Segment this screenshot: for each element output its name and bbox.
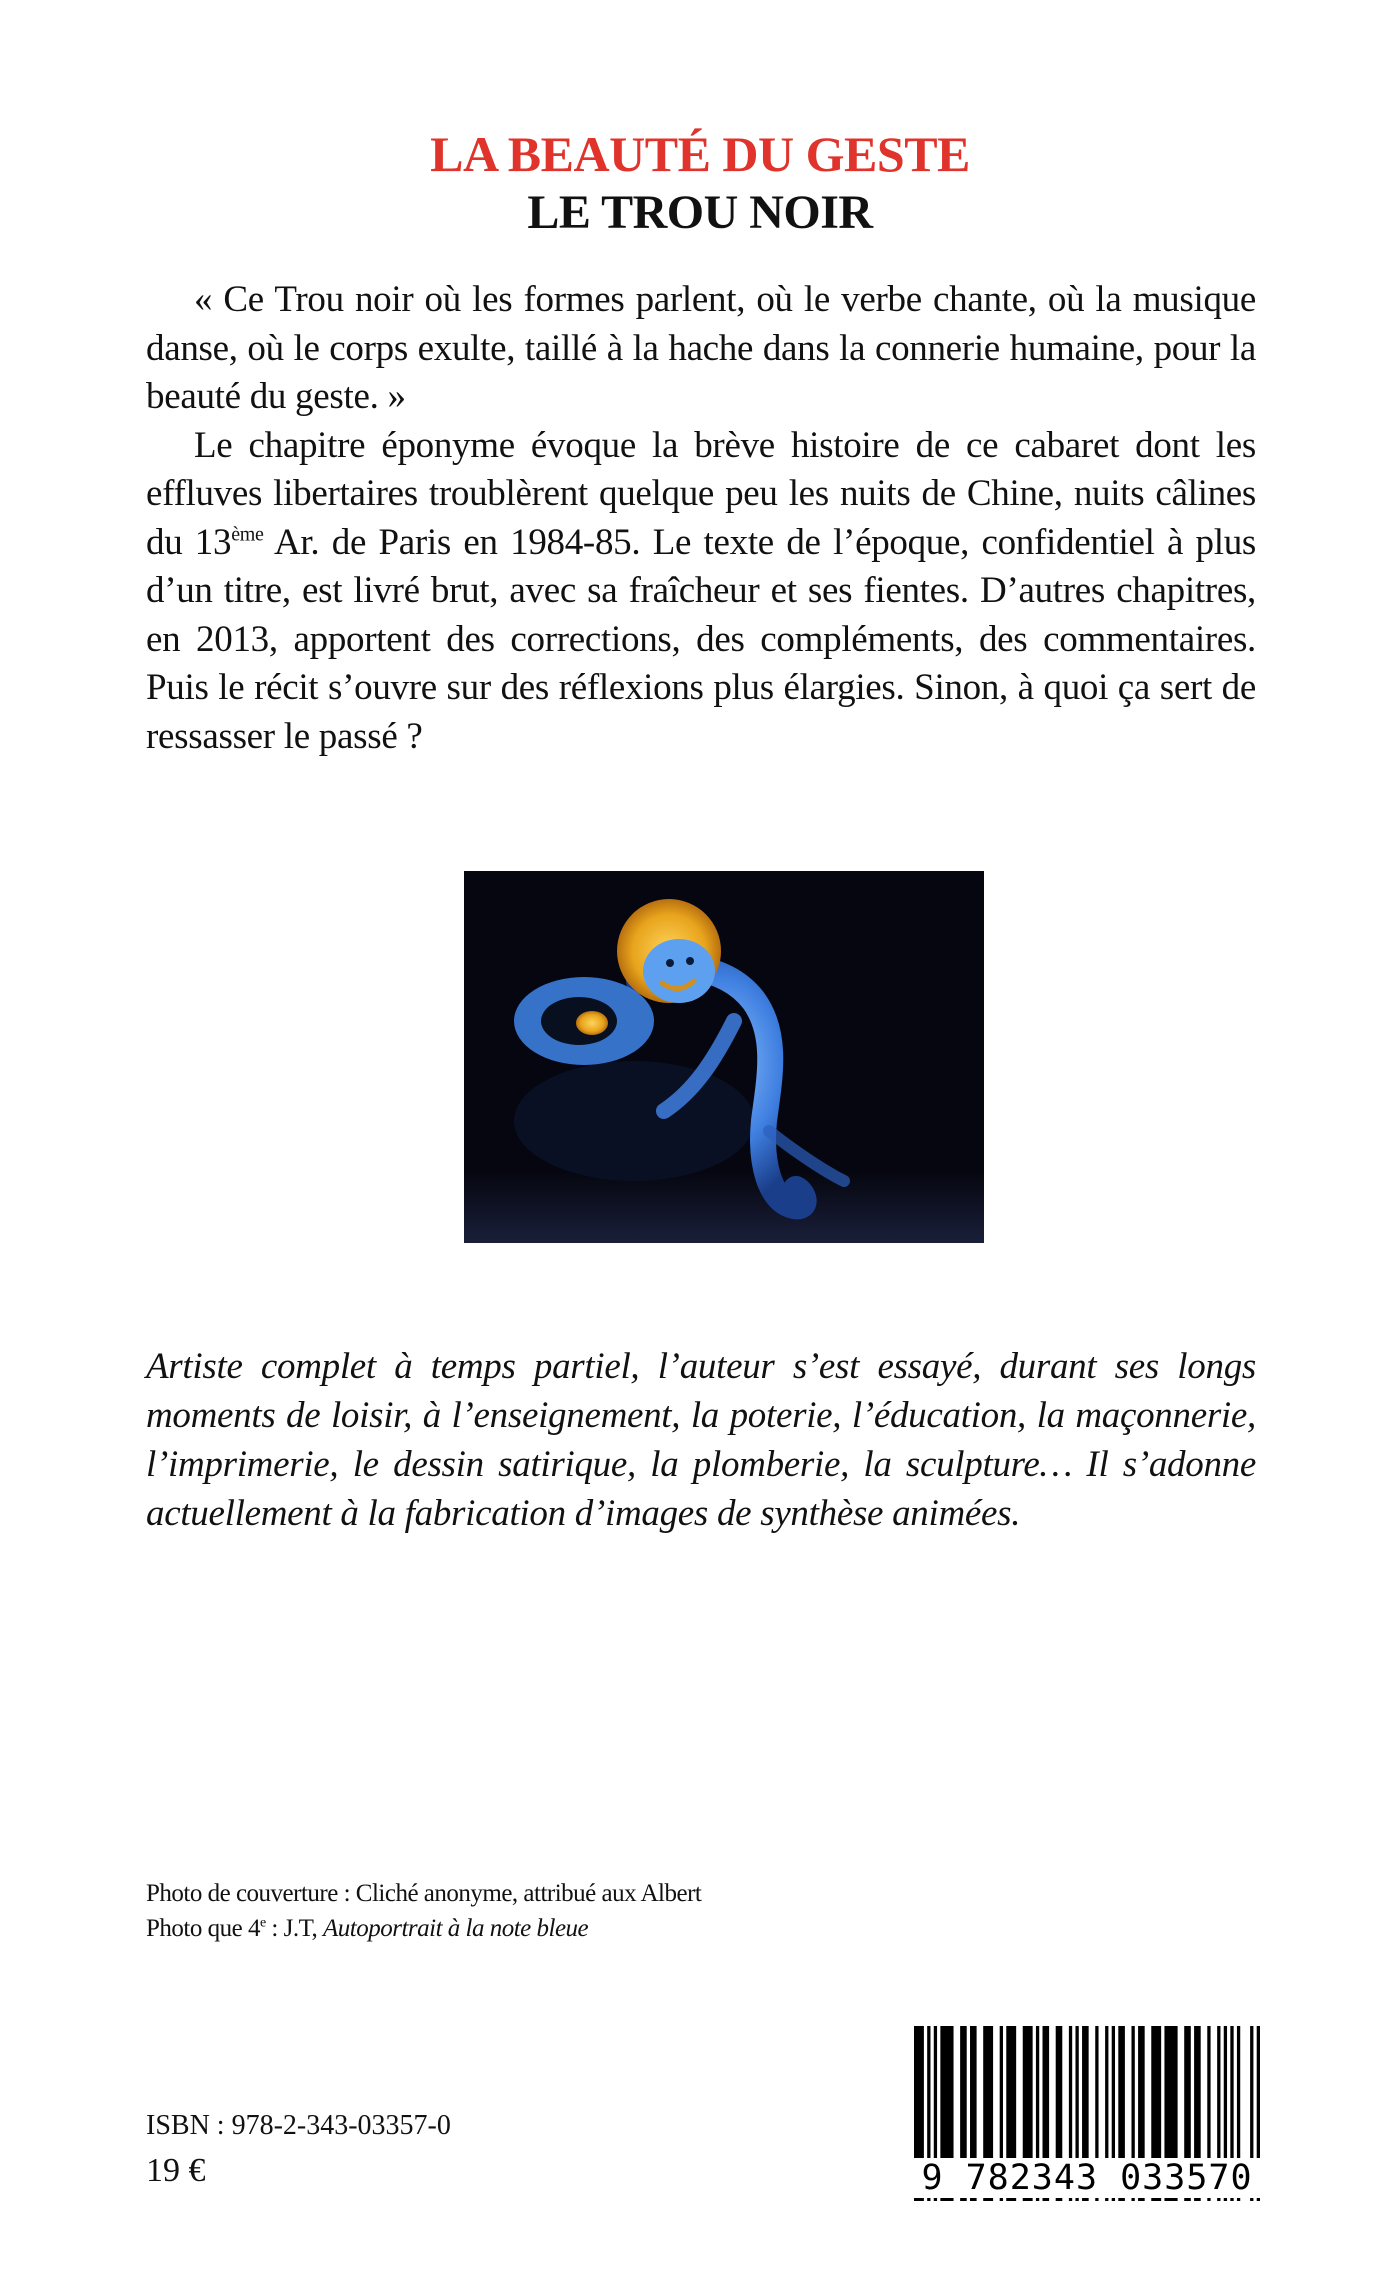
blurb-paragraph xyxy=(146,422,1256,762)
book-subtitle: LE TROU NOIR xyxy=(527,186,873,239)
price: 19 € xyxy=(146,2152,206,2189)
title-block xyxy=(0,124,1400,242)
back-credit-author: : J.T, xyxy=(265,1915,324,1942)
arrondissement-superscript: ème xyxy=(231,523,264,546)
back-credit-title: Autoportrait à la note bleue xyxy=(323,1915,589,1942)
author-self-portrait-image xyxy=(464,871,984,1243)
self-portrait-illustration xyxy=(464,871,984,1243)
cover-photo-credit: Photo de couverture : Cliché anonyme, attribué aux Albert xyxy=(146,1880,702,1907)
book-title: LA BEAUTÉ DU GESTE xyxy=(430,126,970,182)
blurb-paragraph-start: Le chapitre éponyme évoque la brève histoire de ce cabaret dont les effluves libertaires troublèrent quelque peu les nuits de Chine, nuits câlines du 13 xyxy=(146,424,1256,563)
blurb-quote: « Ce Trou noir où les formes parlent, où le verbe chante, où la musique danse, où le corps exulte, taillé à la hache dans la connerie humaine, pour la beauté du geste. » xyxy=(146,279,1256,417)
isbn: ISBN : 978-2-343-03357-0 xyxy=(146,2110,451,2141)
author-bio: Artiste complet à temps partiel, l’auteur s’est essayé, durant ses longs moments de loisir, à l’enseignement, la poterie, l’éducation, la maçonnerie, l’imprimerie, le dessin satirique, la plomberie, la sculpture… Il s’adonne actuellement à la fabrication d’images de synthèse animées. xyxy=(146,1346,1256,1534)
photo-credits xyxy=(146,1876,701,1946)
back-photo-credit xyxy=(146,1911,701,1946)
blurb-paragraph-end: Ar. de Paris en 1984-85. Le texte de l’époque, confidentiel à plus d’un titre, est livré brut, avec sa fraîcheur et ses fientes. D’autres chapitres, en 2013, apportent des corrections, des compléments, des commentaires. Puis le récit s’ouvre sur des réflexions plus élargies. Sinon, à quoi ça sert de ressasser le passé ? xyxy=(146,521,1256,757)
barcode-digits: 9 782343 033570 xyxy=(914,2158,1260,2198)
back-credit-prefix: Photo que 4 xyxy=(146,1915,260,1942)
blurb xyxy=(146,276,1256,761)
back-credit-superscript: e xyxy=(259,1915,266,1931)
